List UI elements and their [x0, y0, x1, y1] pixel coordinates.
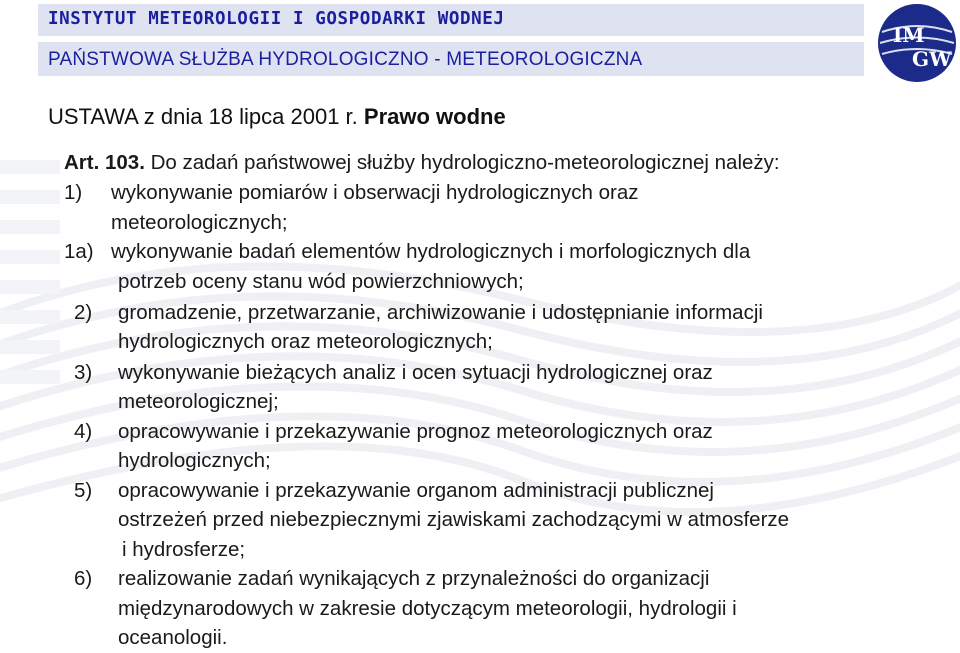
item-line: wykonywanie badań elementów hydrologicznych i morfologicznych dla [111, 240, 751, 263]
service-name: PAŃSTWOWA SŁUŻBA HYDROLOGICZNO - METEOROLOGICZNA [48, 49, 643, 70]
item-line: potrzeb oceny stanu wód powierzchniowych; [118, 270, 524, 293]
item-line: hydrologicznych oraz meteorologicznych; [118, 330, 493, 353]
item-marker: 6) [74, 567, 93, 590]
item-line: wykonywanie bieżących analiz i ocen sytuacji hydrologicznej oraz [118, 361, 713, 384]
item-line: oceanologii. [118, 626, 228, 649]
title-bold: Prawo wodne [363, 104, 506, 129]
svg-text:IM: IM [893, 23, 925, 47]
document-title [48, 104, 506, 130]
item-line: realizowanie zadań wynikających z przynależności do organizacji [118, 567, 710, 590]
item-line: ostrzeżeń przed niebezpiecznymi zjawiskami zachodzącymi w atmosferze [118, 508, 790, 531]
item-line: międzynarodowych w zakresie dotyczącym meteorologii, hydrologii i [118, 597, 737, 620]
item-line: i hydrosferze; [122, 538, 246, 561]
item-line: hydrologicznych; [118, 449, 271, 472]
item-marker: 4) [74, 420, 93, 443]
item-marker: 2) [74, 301, 93, 324]
item-marker: 1) [64, 181, 83, 204]
item-marker: 1a) [64, 240, 94, 263]
item-marker: 5) [74, 479, 93, 502]
item-line: opracowywanie i przekazywanie organom administracji publicznej [118, 479, 714, 502]
item-line: opracowywanie i przekazywanie prognoz meteorologicznych oraz [118, 420, 713, 443]
item-line: meteorologicznej; [118, 390, 279, 413]
item-marker: 3) [74, 361, 93, 384]
item-line: wykonywanie pomiarów i obserwacji hydrologicznych oraz [111, 181, 639, 204]
institute-name: INSTYTUT METEOROLOGII I GOSPODARKI WODNEJ [48, 9, 505, 29]
imgw-logo [876, 2, 958, 84]
article-intro: Do zadań państwowej służby hydrologiczno-meteorologicznej należy: [150, 151, 780, 174]
item-line: meteorologicznych; [111, 211, 288, 234]
article-intro-line [64, 151, 780, 175]
article-label: Art. 103. [64, 151, 145, 174]
svg-text:GW: GW [912, 47, 952, 71]
item-line: gromadzenie, przetwarzanie, archiwizowanie i udostępnianie informacji [118, 301, 763, 324]
title-lead: USTAWA z dnia 18 lipca 2001 r. [48, 104, 358, 129]
